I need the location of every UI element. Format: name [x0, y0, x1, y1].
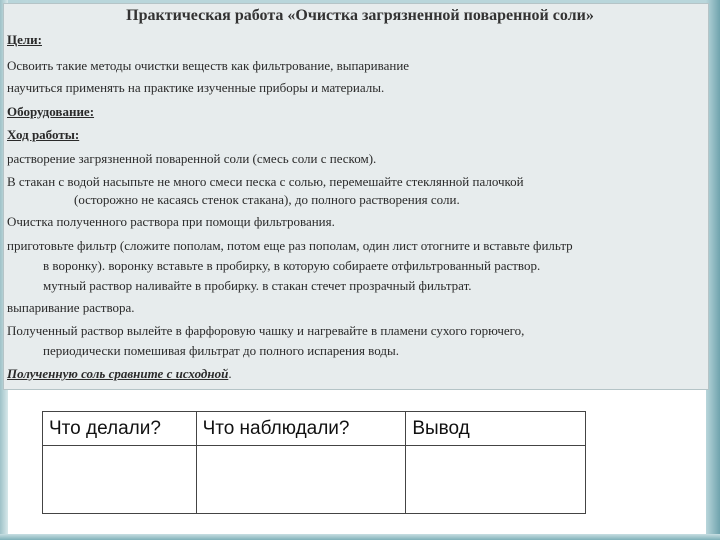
step-text: периодически помешивая фильтрат до полного испарения воды.	[43, 343, 399, 358]
goals-heading: Цели:	[7, 32, 42, 47]
table-cell[interactable]	[406, 446, 586, 514]
step-text: выпаривание раствора.	[7, 300, 135, 315]
table-row	[43, 446, 586, 514]
goal-line: научиться применять на практике изученные приборы и материалы.	[7, 80, 385, 95]
table-cell[interactable]	[196, 446, 406, 514]
goal-line: Освоить такие методы очистки веществ как фильтрование, выпаривание	[7, 58, 410, 73]
step-text: Полученный раствор вылейте в фарфоровую чашку и нагревайте в пламени сухого горючего,	[7, 323, 525, 338]
step-text: (осторожно не касаясь стенок стакана), до полного растворения соли.	[74, 192, 460, 207]
table-header-cell: Что делали?	[43, 412, 197, 446]
conclusion-line	[7, 366, 232, 381]
step-text: приготовьте фильтр (сложите пополам, потом еще раз пополам, один лист отогните и вставьте фильтр	[7, 238, 573, 253]
page-title: Практическая работа «Очистка загрязненной поваренной соли»	[126, 7, 594, 24]
results-table	[42, 411, 586, 514]
table-cell[interactable]	[43, 446, 197, 514]
table-header-cell: Вывод	[406, 412, 586, 446]
procedure-heading: Ход работы:	[7, 127, 80, 142]
step-text: Очистка полученного раствора при помощи фильтрования.	[7, 214, 335, 229]
conclusion-text: Полученную соль сравните с исходной	[7, 366, 229, 381]
table-header-cell: Что наблюдали?	[196, 412, 406, 446]
equipment-heading: Оборудование:	[7, 104, 95, 119]
frame-bottom	[0, 534, 720, 540]
table-header-row	[43, 412, 586, 446]
step-text: мутный раствор наливайте в пробирку. в стакан стечет прозрачный фильтрат.	[43, 278, 472, 293]
conclusion-period: .	[228, 366, 232, 381]
step-text: растворение загрязненной поваренной соли (смесь соли с песком).	[7, 151, 377, 166]
step-text: в воронку). воронку вставьте в пробирку, в которую собираете отфильтрованный раствор.	[43, 258, 541, 273]
step-text: В стакан с водой насыпьте не много смеси песка с солью, перемешайте стеклянной палочкой	[7, 174, 524, 189]
